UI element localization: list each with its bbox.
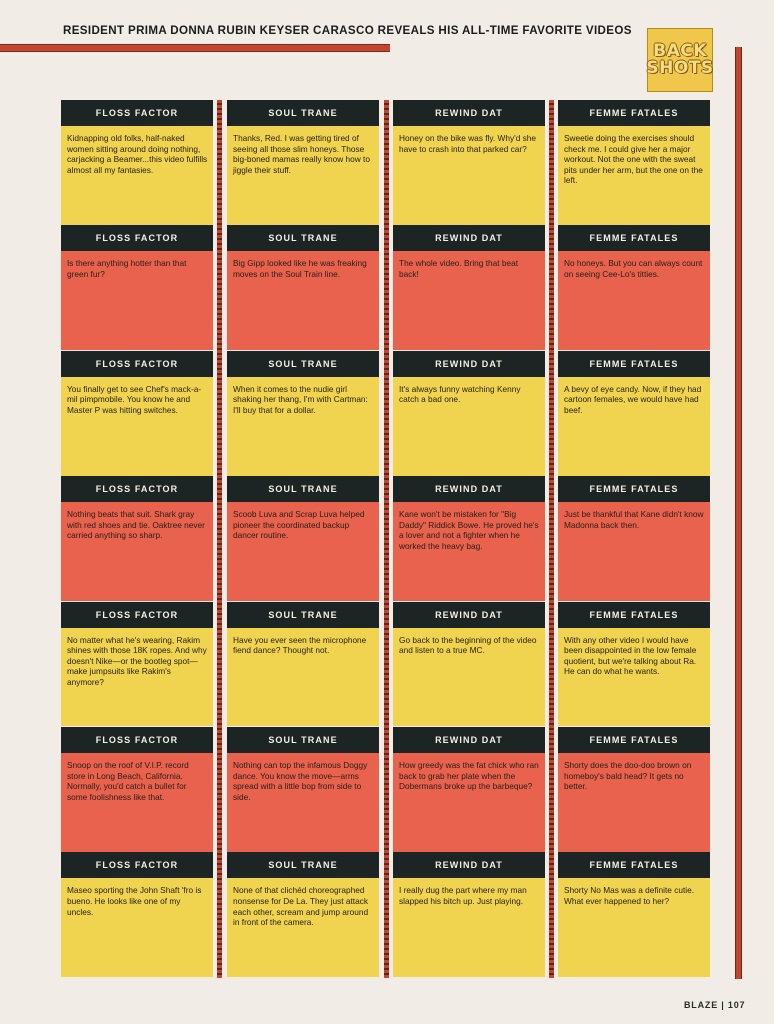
video-card bbox=[61, 727, 213, 852]
logo-line-2: SHOTS bbox=[646, 58, 714, 78]
video-card bbox=[61, 100, 213, 225]
video-card bbox=[558, 476, 710, 601]
card-comment: Shorty does the doo-doo brown on homeboy's bald head? It gets no better. bbox=[564, 760, 692, 792]
video-card bbox=[61, 476, 213, 601]
category-label: FEMME FATALES bbox=[558, 852, 710, 878]
category-label: FLOSS FACTOR bbox=[61, 602, 213, 628]
card-comment: When it comes to the nudie girl shaking her thang, I'm with Cartman: I'll buy that for a dollar. bbox=[233, 383, 368, 415]
card-comment: Shorty No Mas was a definite cutie. What ever happened to her? bbox=[564, 885, 695, 906]
category-label: SOUL TRANE bbox=[227, 602, 379, 628]
card-comment: Big Gipp looked like he was freaking moves on the Soul Train line. bbox=[233, 258, 367, 279]
category-label: SOUL TRANE bbox=[227, 476, 379, 502]
category-label: REWIND DAT bbox=[393, 852, 545, 878]
video-card bbox=[393, 852, 545, 977]
column-femme-fatales bbox=[558, 100, 710, 978]
category-label: FEMME FATALES bbox=[558, 225, 710, 251]
video-card bbox=[61, 602, 213, 727]
category-label: FEMME FATALES bbox=[558, 602, 710, 628]
video-card bbox=[227, 351, 379, 476]
video-picks-grid bbox=[61, 100, 713, 978]
card-comment: Is there anything hotter than that green fur? bbox=[67, 258, 187, 279]
category-label: REWIND DAT bbox=[393, 602, 545, 628]
card-comment: None of that clichéd choreographed nonsense for De La. They just attack each other, scream and jump around in front of the camera. bbox=[233, 885, 369, 928]
card-comment: Nothing beats that suit. Shark gray with red shoes and tie. Oaktree never carried anything so sharp. bbox=[67, 509, 205, 541]
card-comment: Sweetie doing the exercises should check me. I could give her a major workout. Not the one with the sweat pits under her arm, but the one on the left. bbox=[564, 133, 703, 186]
page-folio: BLAZE | 107 bbox=[684, 1000, 746, 1010]
category-label: SOUL TRANE bbox=[227, 727, 379, 753]
top-rule bbox=[0, 44, 390, 52]
category-label: FEMME FATALES bbox=[558, 351, 710, 377]
category-label: FEMME FATALES bbox=[558, 100, 710, 126]
category-label: SOUL TRANE bbox=[227, 100, 379, 126]
category-label: REWIND DAT bbox=[393, 476, 545, 502]
category-label: FEMME FATALES bbox=[558, 727, 710, 753]
logo-line-1: BACK bbox=[653, 41, 707, 61]
card-comment: How greedy was the fat chick who ran back to grab her plate when the Dobermans broke up the barbeque? bbox=[399, 760, 539, 792]
card-comment: Snoop on the roof of V.I.P. record store in Long Beach, California. Normally, you'd catch a bullet for some foolishness like that. bbox=[67, 760, 189, 802]
back-shots-logo bbox=[647, 28, 713, 92]
column-soul-trane bbox=[227, 100, 379, 978]
video-card bbox=[393, 100, 545, 225]
card-comment: Kidnapping old folks, half-naked women sitting around doing nothing, carjacking a Beamer...this video fulfills almost all my fantasies. bbox=[67, 133, 208, 175]
card-comment: A bevy of eye candy. Now, if they had cartoon females, we would have had beef. bbox=[564, 383, 702, 415]
video-card bbox=[227, 225, 379, 350]
video-card bbox=[558, 351, 710, 476]
card-comment: It's always funny watching Kenny catch a bad one. bbox=[399, 383, 521, 405]
category-label: SOUL TRANE bbox=[227, 351, 379, 377]
video-card bbox=[558, 602, 710, 727]
category-label: FLOSS FACTOR bbox=[61, 225, 213, 251]
video-card bbox=[393, 602, 545, 727]
category-label: FLOSS FACTOR bbox=[61, 852, 213, 878]
video-card bbox=[393, 225, 545, 350]
card-comment: No matter what he's wearing, Rakim shines with those 18K ropes. And why doesn't Nike—or the bootleg spot—make jumpsuits like Rakim's anymore? bbox=[67, 634, 207, 687]
card-comment: Scoob Luva and Scrap Luva helped pioneer the coordinated backup dancer routine. bbox=[233, 509, 365, 541]
video-card bbox=[227, 476, 379, 601]
video-card bbox=[558, 100, 710, 225]
card-comment: Go back to the beginning of the video and listen to a true MC. bbox=[399, 634, 537, 656]
category-label: FLOSS FACTOR bbox=[61, 100, 213, 126]
column-floss-factor bbox=[61, 100, 213, 978]
card-comment: You finally get to see Chef's mack-a-mil pimpmobile. You know he and Master P was hitting switches. bbox=[67, 383, 202, 415]
card-comment: Thanks, Red. I was getting tired of seeing all those slim honeys. Those big-boned mamas really know how to jiggle their stuff. bbox=[233, 133, 370, 175]
category-label: REWIND DAT bbox=[393, 225, 545, 251]
card-comment: Maseo sporting the John Shaft 'fro is bueno. He looks like one of my uncles. bbox=[67, 885, 202, 917]
right-rule bbox=[735, 47, 742, 979]
video-card bbox=[393, 727, 545, 852]
video-card bbox=[61, 852, 213, 977]
card-comment: Kane won't be mistaken for "Big Daddy" Riddick Bowe. He proved he's a lover and not a fighter when he worked the heavy bag. bbox=[399, 509, 539, 551]
category-label: FLOSS FACTOR bbox=[61, 727, 213, 753]
video-card bbox=[227, 852, 379, 977]
video-card bbox=[61, 225, 213, 350]
card-comment: I really dug the part where my man slapped his bitch up. Just playing. bbox=[399, 885, 527, 906]
category-label: SOUL TRANE bbox=[227, 225, 379, 251]
video-card bbox=[393, 351, 545, 476]
video-card bbox=[393, 476, 545, 601]
card-comment: Nothing can top the infamous Doggy dance. You know the move—arms spread with a little bop from side to side. bbox=[233, 760, 368, 802]
category-label: REWIND DAT bbox=[393, 727, 545, 753]
card-comment: Have you ever seen the microphone fiend dance? Thought not. bbox=[233, 634, 367, 656]
category-label: REWIND DAT bbox=[393, 100, 545, 126]
card-comment: The whole video. Bring that beat back! bbox=[399, 258, 518, 279]
video-card bbox=[558, 727, 710, 852]
category-label: SOUL TRANE bbox=[227, 852, 379, 878]
card-comment: Honey on the bike was fly. Why'd she have to crash into that parked car? bbox=[399, 133, 537, 154]
column-rewind-dat bbox=[393, 100, 545, 978]
card-comment: With any other video I would have been disappointed in the low female quotient, but we're talking about Ra. He can do what he wants. bbox=[564, 634, 697, 677]
video-card bbox=[227, 100, 379, 225]
video-card bbox=[558, 225, 710, 350]
category-label: FLOSS FACTOR bbox=[61, 476, 213, 502]
card-comment: Just be thankful that Kane didn't know Madonna back then. bbox=[564, 509, 704, 530]
category-label: FEMME FATALES bbox=[558, 476, 710, 502]
video-card bbox=[227, 727, 379, 852]
video-card bbox=[558, 852, 710, 977]
video-card bbox=[61, 351, 213, 476]
video-card bbox=[227, 602, 379, 727]
category-label: REWIND DAT bbox=[393, 351, 545, 377]
card-comment: No honeys. But you can always count on seeing Cee-Lo's titties. bbox=[564, 258, 703, 279]
category-label: FLOSS FACTOR bbox=[61, 351, 213, 377]
page-headline: RESIDENT PRIMA DONNA RUBIN KEYSER CARASCO REVEALS HIS ALL-TIME FAVORITE VIDEOS bbox=[63, 24, 632, 37]
